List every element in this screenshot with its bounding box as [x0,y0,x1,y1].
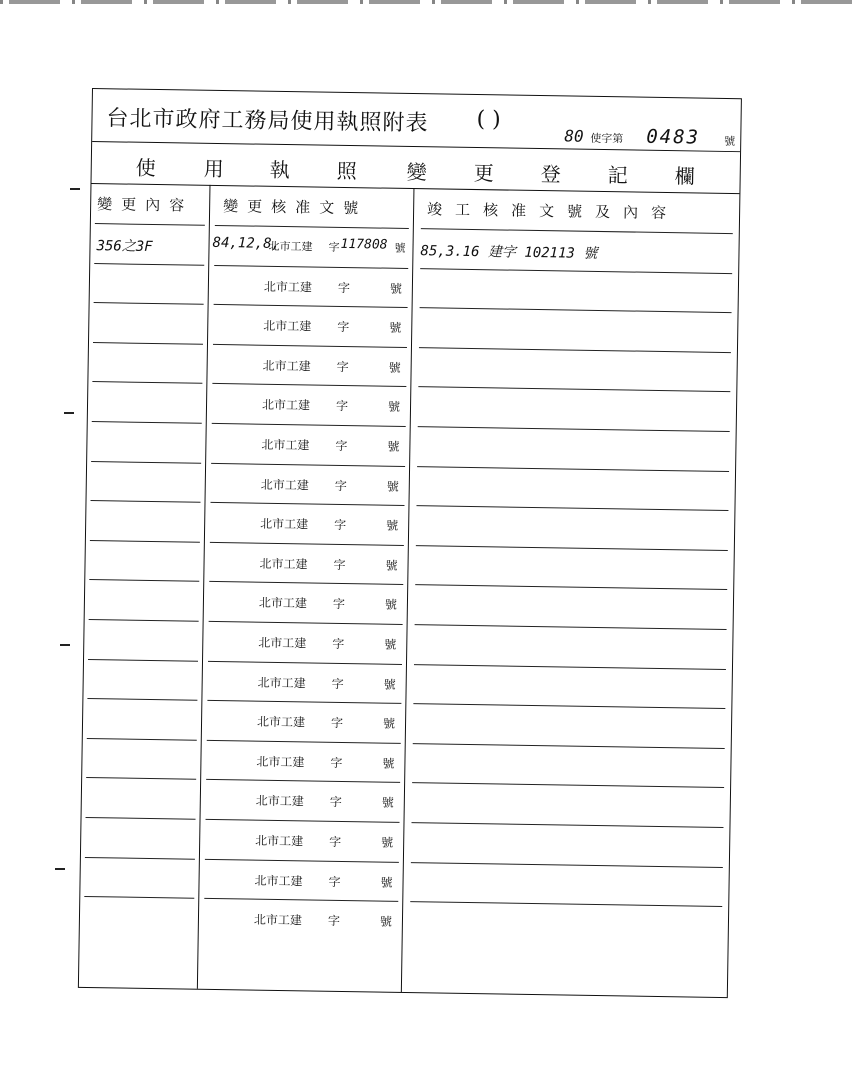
approval-suffix: 號 [382,756,395,771]
approval-suffix: 號 [386,479,399,494]
approval-prefix: 北市工建 [256,714,306,730]
approval-prefix: 北市工建 [256,754,305,770]
change-content-value: 356之3F [96,238,153,255]
approval-suffix: 號 [381,796,394,811]
approval-prefix: 北市工建 [263,279,313,295]
approval-char: 字 [330,755,343,770]
approval-char: 字 [330,716,344,731]
approval-char: 字 [335,438,348,454]
approval-suffix: 號 [384,637,397,652]
approval-char: 字 [327,913,341,929]
approval-suffix: 號 [380,875,393,890]
license-appendix-form [78,88,742,998]
approval-prefix: 北市工建 [258,635,307,651]
approval-char: 字 [329,834,342,850]
approval-char: 字 [334,518,347,533]
approval-prefix: 北市工建 [255,794,304,809]
approval-suffix: 號 [389,320,402,336]
form-title: 台北市政府工務局使用執照附表 [106,106,429,137]
license-label: 使字第 [590,131,624,146]
approval-suffix: 號 [389,281,403,296]
section-band-char: 更 [473,161,494,186]
approval-prefix: 北市工建 [254,873,303,888]
approval-suffix: 號 [382,716,396,732]
header-change-content: 變更內容 [97,195,194,215]
header-completion-approval-no: 竣工核准文號及內容 [426,200,680,223]
margin-tick [64,412,74,414]
approval-prefix: 北市工建 [261,398,311,413]
approval-prefix: 北市工建 [260,516,309,532]
approval-prefix: 北市工建 [259,556,308,572]
approval-prefix: 北市工建 [260,477,309,493]
approval-prefix: 北市工建 [263,318,312,334]
approval-suffix: 號 [394,241,406,255]
form-title-paren: ( ) [476,107,501,133]
approval-char: 字 [335,399,349,414]
approval-prefix: 北市工建 [262,358,311,374]
approval-date: 84,12,8, [212,234,281,252]
approval-char: 字 [328,240,340,254]
approval-char: 字 [337,320,350,335]
approval-suffix: 號 [387,400,401,415]
margin-tick [60,644,70,646]
approval-char: 字 [328,874,341,889]
header-change-approval-no: 變更核准文號 [223,197,368,218]
approval-char: 字 [337,280,351,295]
section-band-char: 登 [540,162,561,187]
approval-prefix: 北市工建 [253,912,303,928]
approval-prefix: 北市工建 [261,437,310,453]
approval-prefix: 北市工建 [258,596,308,611]
completion-value: 85,3.16 建字 102113 號 [420,243,598,262]
section-band-char: 變 [406,159,427,185]
approval-char: 字 [331,676,344,691]
section-band-char: 欄 [674,164,695,189]
approval-suffix: 號 [381,835,394,850]
approval-prefix: 北市工建 [268,239,313,254]
scan-artifact-top [0,0,864,4]
section-band-char: 使 [135,155,156,181]
approval-suffix: 號 [384,598,398,613]
approval-suffix: 號 [385,558,398,573]
section-band-char: 照 [336,158,357,184]
approval-char: 字 [332,597,346,612]
section-band-char: 記 [607,163,628,188]
license-number: 0483 [646,125,701,149]
section-band-char: 用 [203,156,224,182]
approval-char: 字 [333,557,346,572]
approval-suffix: 號 [387,439,400,454]
approval-suffix: 號 [379,914,393,930]
approval-char: 字 [329,795,342,810]
approval-char: 字 [336,359,349,374]
approval-suffix: 號 [383,677,396,692]
approval-prefix: 北市工建 [255,833,304,849]
approval-suffix: 號 [386,518,399,534]
margin-tick [70,188,80,190]
approval-suffix: 號 [388,360,401,375]
section-band-char: 執 [269,157,290,183]
license-suffix: 號 [724,134,736,149]
margin-tick [55,868,65,870]
approval-prefix: 北市工建 [257,675,306,691]
approval-char: 字 [332,636,345,652]
license-year: 80 [564,126,584,146]
approval-char: 字 [334,478,347,493]
approval-number: 117808 [340,236,388,253]
